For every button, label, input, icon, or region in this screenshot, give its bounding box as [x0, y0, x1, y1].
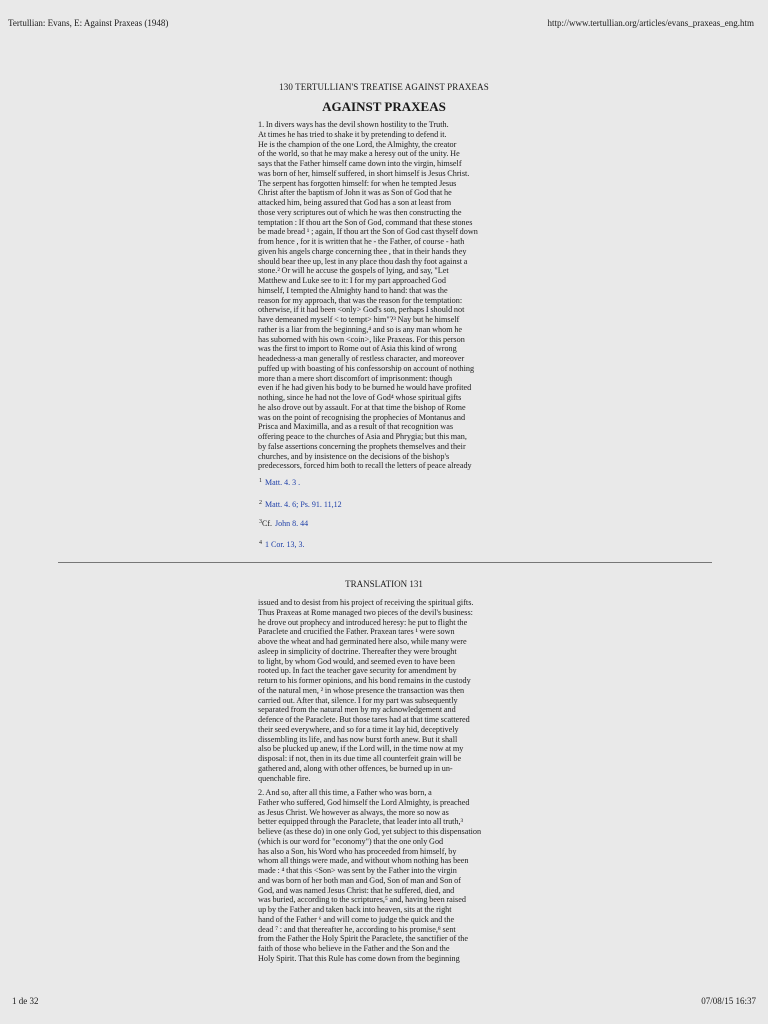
footnote-link[interactable]: Matt. 4. 6; Ps. 91. 11,12	[265, 500, 342, 509]
text-line: faith of those who believe in the Father and the Son and the	[258, 944, 450, 953]
text-line: Father who suffered, God himself the Lord Almighty, is preached	[258, 797, 470, 807]
text-line: dissembling its life, and has now burst forth anew. But it shall	[258, 734, 458, 744]
text-line: he drove out prophecy and introduced heresy: he put to flight the	[258, 617, 468, 627]
text-line: 2. And so, after all this time, a Father who was born, a	[258, 788, 432, 797]
text-line: have demeaned myself < to tempt> him"?³ Nay but he himself	[258, 315, 460, 324]
footer-datetime: 07/08/15 16:37	[701, 996, 756, 1006]
text-line: should bear thee up, lest in any place thou dash thy foot against a	[258, 256, 468, 266]
page-divider	[58, 562, 712, 563]
text-line: of the natural men, ² in whose presence the transaction was then	[258, 685, 465, 695]
text-line: At times he has tried to shake it by pretending to defend it.	[258, 129, 447, 139]
text-line: Christ after the baptism of John it was as Son of God that he	[258, 188, 452, 198]
footnote-1	[259, 478, 300, 487]
text-line: even if he had given his body to be burned he would have profited	[258, 383, 472, 393]
text-line: was on the point of recognising the prophecies of Montanus and	[258, 412, 466, 422]
text-line: whom all things were made, and without whom nothing has been	[258, 856, 469, 866]
text-line: was the first to import to Rome out of Asia this kind of wrong	[258, 344, 457, 354]
footnote-number: 1	[259, 478, 262, 484]
text-line: puffed up with boasting of his confessorship on account of nothing	[258, 363, 475, 373]
running-title-page-131: TRANSLATION 131	[345, 579, 423, 589]
text-line: from hence , for it is written that he - the Father, of course - hath	[258, 237, 465, 246]
text-line: carried out. After that, silence. I for my part was subsequently	[258, 695, 458, 705]
text-line: given his angels charge concerning thee , that in their hands they	[258, 246, 467, 256]
browser-print-header	[0, 0, 768, 38]
text-line: from the Father the Holy Spirit the Paraclete, the sanctifier of the	[258, 934, 468, 944]
footnote-number: 4	[259, 540, 262, 546]
text-line: rooted up. In fact the teacher gave security for amendment by	[258, 666, 457, 676]
text-line: attacked him, being assured that God has a son at least from	[258, 198, 452, 207]
text-line: temptation : If thou art the Son of God, command that these stones	[258, 217, 473, 227]
text-line: hand of the Father ⁶ and will come to judge the quick and the	[258, 914, 455, 924]
text-line: separated from the natural men by my acknowledgement and	[258, 705, 456, 715]
footnote-number: 3	[259, 519, 262, 525]
text-line: (which is our word for "economy") that the one only God	[258, 836, 444, 846]
chapter-1-text	[258, 120, 512, 471]
chapter-1-continued-text	[258, 598, 512, 783]
text-line: issued and to desist from his project of receiving the spiritual gifts.	[258, 598, 474, 607]
footnote-number: 2	[259, 500, 262, 506]
text-line: above the wheat and had germinated here also, while many were	[258, 637, 467, 646]
text-line: Prisca and Maximilla, and as a result of that recognition was	[258, 422, 454, 432]
text-line: return to his former opinions, and his bond remains in the custody	[258, 676, 471, 685]
text-line: stone.² Or will he accuse the gospels of lying, and say, "Let	[258, 266, 449, 276]
text-line: defence of the Paraclete. But those tares had at that time scattered	[258, 715, 470, 724]
footnote-2	[259, 500, 342, 509]
text-line: up by the Father and taken back into heaven, sits at the right	[258, 905, 452, 914]
text-line: 1. In divers ways has the devil shown hostility to the Truth.	[258, 120, 449, 129]
text-line: be made bread ¹ ; again, If thou art the Son of God cast thyself down	[258, 227, 478, 237]
text-line: rather is a liar from the beginning,⁴ and so is any man whom he	[258, 324, 463, 334]
text-line: made : ⁴ that this <Son> was sent by the Father into the virgin	[258, 866, 457, 875]
text-line: asleep in simplicity of doctrine. Thereafter they were brought	[258, 646, 457, 656]
text-line: The serpent has forgotten himself: for when he tempted Jesus	[258, 178, 457, 188]
text-line: by false assertions concerning the prophets themselves and their	[258, 441, 466, 451]
text-line: offering peace to the churches of Asia and Phrygia; but this man,	[258, 432, 467, 441]
text-line: of the world, so that he may make a heresy out of the unity. He	[258, 149, 460, 159]
text-line: Paraclete and crucified the Father. Praxean tares ¹ were sown	[258, 627, 455, 637]
browser-print-footer	[0, 994, 768, 1014]
running-title-page-130: 130 TERTULLIAN'S TREATISE AGAINST PRAXEAS	[279, 82, 489, 92]
footer-page-count: 1 de 32	[12, 996, 39, 1006]
text-line: and was born of her both man and God, Son of man and Son of	[258, 875, 461, 885]
text-line: has suborned with his own <coin>, like Praxeas. For this person	[258, 334, 465, 344]
footnote-prefix: Cf.	[262, 519, 272, 528]
text-line: Matthew and Luke see to it: I for my part approached God	[258, 276, 446, 285]
text-line: as Jesus Christ. We however as always, the more so now as	[258, 807, 449, 817]
page-heading: AGAINST PRAXEAS	[322, 99, 446, 114]
footnote-3	[259, 519, 308, 528]
text-line: more than a mere short discomfort of imprisonment: though	[258, 373, 453, 383]
text-line: gathered and, along with other offences, be burned up in un-	[258, 763, 453, 773]
text-line: was born of her, himself suffered, in short himself is Jesus Christ.	[258, 168, 470, 178]
text-line: God, and was named Jesus Christ: that he suffered, died, and	[258, 885, 455, 895]
text-line: their seed everywhere, and so for a time it lay hid, deceptively	[258, 724, 459, 734]
text-line: himself, I tempted the Almighty hand to hand: that was the	[258, 285, 448, 295]
text-line: was buried, according to the scriptures,⁵ and, having been raised	[258, 895, 466, 905]
text-line: to light, by whom God would, and seemed even to have been	[258, 656, 456, 666]
text-line: reason for my approach, that was the reason for the temptation:	[258, 295, 463, 305]
text-line: better equipped through the Paraclete, that leader into all truth,³	[258, 817, 464, 827]
header-page-title: Tertullian: Evans, E: Against Praxeas (1948)	[8, 18, 169, 28]
header-url: http://www.tertullian.org/articles/evans_praxeas_eng.htm	[547, 18, 754, 28]
text-line: He is the champion of the one Lord, the Almighty, the creator	[258, 139, 457, 149]
text-line: dead ⁷ : and that thereafter he, according to his promise,⁸ sent	[258, 924, 456, 934]
text-line: Thus Praxeas at Rome managed two pieces of the devil's business:	[258, 607, 473, 617]
text-line: headedness-a man generally of restless character, and moreover	[258, 354, 465, 363]
chapter-2-text	[258, 788, 512, 964]
footnote-link[interactable]: John 8. 44	[275, 519, 309, 528]
text-line: predecessors, forced him both to recall the letters of peace already	[258, 461, 472, 471]
footnote-link[interactable]: 1 Cor. 13, 3.	[265, 540, 305, 549]
text-line: says that the Father himself came down into the virgin, himself	[258, 159, 462, 168]
text-line: nothing, since he had not the love of God⁴ whose spiritual gifts	[258, 393, 462, 402]
footnote-link[interactable]: Matt. 4. 3 .	[265, 478, 301, 487]
text-line: disposal: if not, then in its due time all counterfeit grain will be	[258, 754, 462, 763]
text-line: those very scriptures out of which he was then constructing the	[258, 207, 462, 217]
text-line: quenchable fire.	[258, 773, 311, 783]
text-line: also be plucked up anew, if the Lord will, in the time now at my	[258, 744, 464, 754]
text-line: churches, and by insistence on the decisions of the bishop's	[258, 451, 450, 461]
text-line: Holy Spirit. That this Rule has come down from the beginning	[258, 953, 460, 963]
text-line: otherwise, if it had been <only> God's son, perhaps I should not	[258, 305, 465, 315]
text-line: he also drove out by assault. For at that time the bishop of Rome	[258, 402, 466, 412]
text-line: believe (as these do) in one only God, yet subject to this dispensation	[258, 827, 482, 836]
footnote-4	[259, 540, 305, 549]
text-line: has also a Son, his Word who has proceeded from himself, by	[258, 846, 457, 856]
